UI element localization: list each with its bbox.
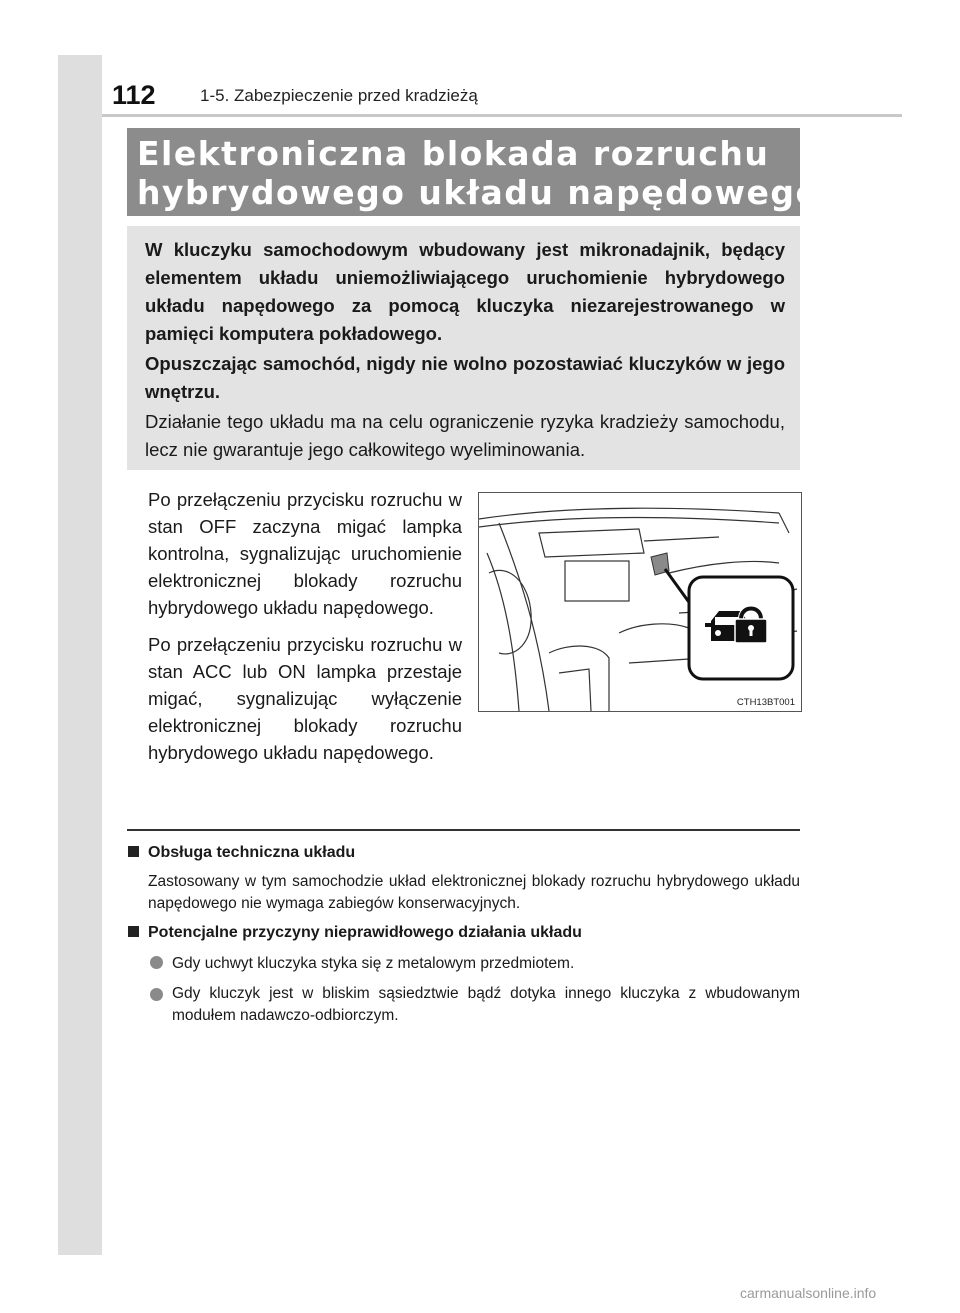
callout-line — [665, 569, 691, 605]
page-number: 112 — [112, 80, 156, 110]
intro-box — [127, 226, 800, 470]
malfunction-heading-text: Potencjalne przyczyny nieprawidłowego działania układu — [148, 924, 582, 941]
square-bullet-icon — [128, 926, 139, 937]
intro-bold-paragraph-2: Opuszczając samochód, nigdy nie wolno pozostawiać kluczyków w jego wnętrzu. — [145, 353, 785, 402]
section-title: 1-5. Zabezpieczenie przed kradzieżą — [200, 86, 478, 105]
maintenance-heading-text: Obsługa techniczna układu — [148, 844, 356, 861]
maintenance-text: Zastosowany w tym samochodzie układ elektronicznej blokady rozruchu hybrydowego układu napędowego nie wymaga zabiegów konserwacyjnych. — [148, 873, 800, 912]
intro-bold-paragraph-1: W kluczyku samochodowym wbudowany jest mikronadajnik, będący elementem układu uniemożliwiającego uruchomienie hybrydowego układu napędowego za pomocą kluczyka niezarejestrowanego w pamięci komputera pokładowego. — [145, 239, 785, 344]
malfunction-bullet-text: Gdy uchwyt kluczyka styka się z metalowym przedmiotem. — [172, 955, 575, 972]
body-text-column — [148, 486, 462, 766]
figure-code: CTH13BT001 — [736, 697, 795, 708]
square-bullet-icon — [128, 846, 139, 857]
body-paragraph-1: Po przełączeniu przycisku rozruchu w stan OFF zaczyna migać lampka kontrolna, sygnalizując uruchomienie elektronicznej blokady rozruchu hybrydowego układu napędowego. — [148, 489, 462, 618]
malfunction-bullet-1 — [150, 953, 800, 975]
chapter-title-line2: hybrydowego układu napędowego — [137, 173, 820, 212]
page-side-bar — [58, 55, 102, 1255]
intro-paragraph: Działanie tego układu ma na celu ograniczenie ryzyka kradzieży samochodu, lecz nie gwarantuje jego całkowitego wyeliminowania. — [145, 411, 785, 460]
malfunction-bullet-text: Gdy kluczyk jest w bliskim sąsiedztwie bądź dotyka innego kluczyka z wbudowanym modułem nadawczo-odbiorczym. — [172, 985, 800, 1024]
malfunction-bullet-2 — [150, 983, 800, 1027]
header-rule — [102, 114, 902, 117]
malfunction-heading — [128, 924, 582, 942]
chapter-title-line1: Elektroniczna blokada rozruchu — [137, 134, 770, 173]
chapter-title-box — [127, 128, 820, 216]
body-paragraph-2: Po przełączeniu przycisku rozruchu w stan ACC lub ON lampka przestaje migać, sygnalizując wyłączenie elektronicznej blokady rozruchu hybrydowego układu napędowego. — [148, 634, 462, 763]
dashboard-drawing — [479, 493, 801, 711]
maintenance-heading — [128, 844, 355, 862]
circle-bullet-icon — [150, 988, 163, 1001]
circle-bullet-icon — [150, 956, 163, 969]
watermark: carmanualsonline.info — [740, 1285, 877, 1301]
dashboard-illustration — [478, 492, 802, 712]
section-divider — [127, 829, 800, 831]
